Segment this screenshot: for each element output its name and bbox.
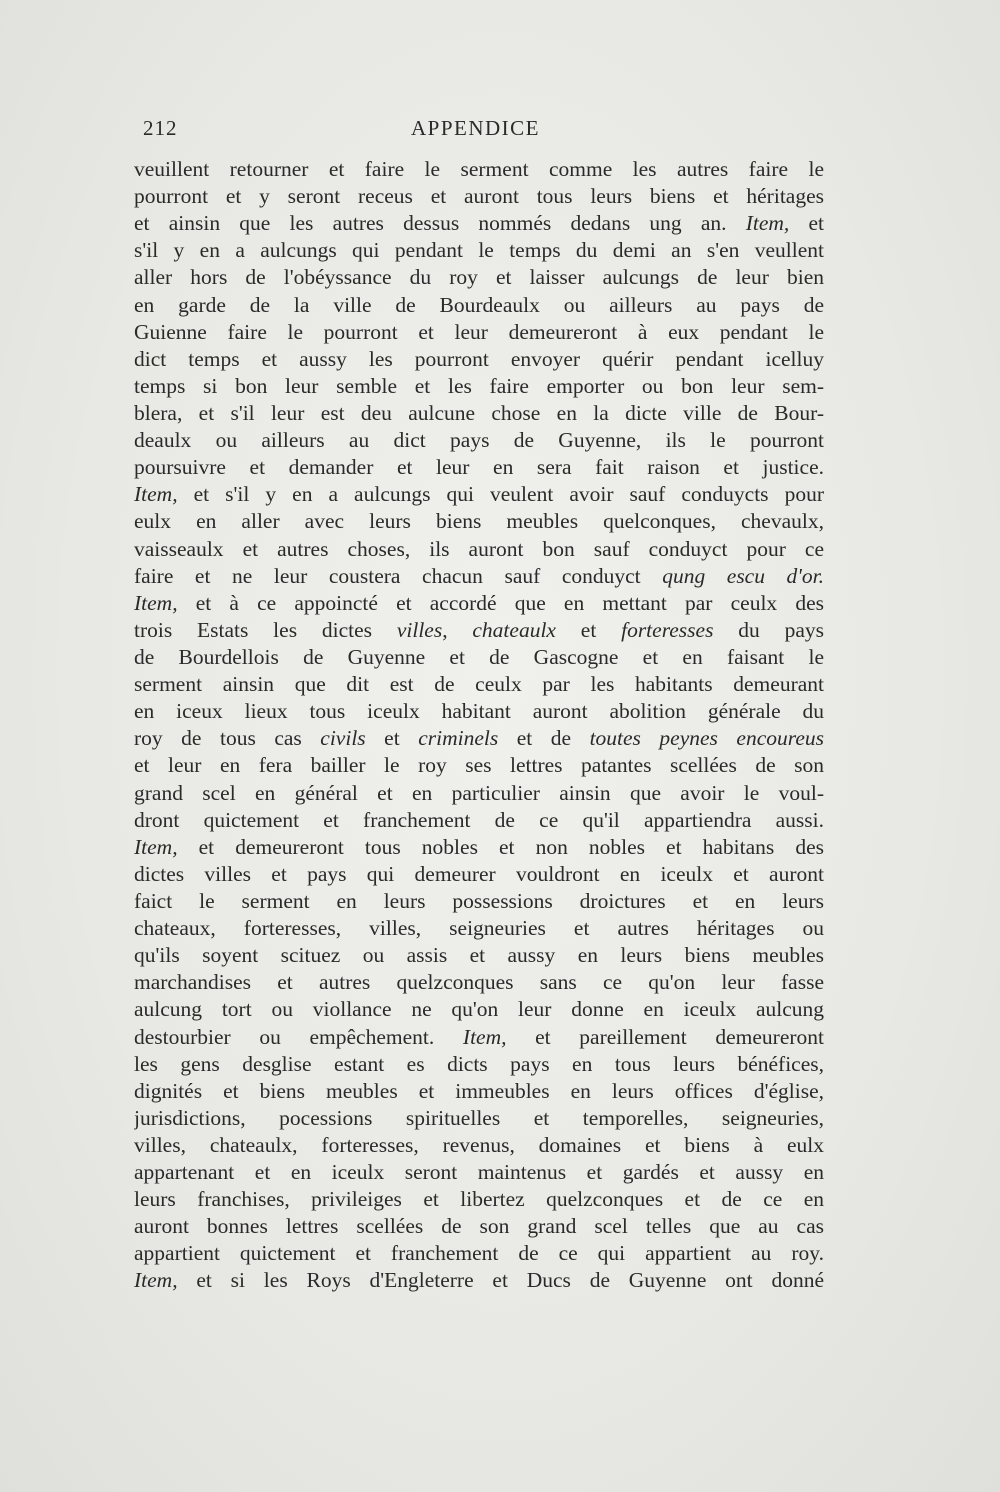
text-run: en garde de la ville de Bourdeaulx ou ailleurs au pays de [134, 292, 824, 317]
text-line [134, 427, 824, 454]
text-line [134, 807, 824, 834]
text-line [134, 1078, 824, 1105]
text-run: grand scel en général et en particulier ainsin que avoir le voul- [134, 780, 824, 805]
text-line [134, 1024, 824, 1051]
text-run: blera, et s'il leur est deu aulcune chose en la dicte ville de Bour- [134, 400, 824, 425]
text-line [134, 183, 824, 210]
text-run: s'il y en a aulcungs qui pendant le temps du demi an s'en veullent [134, 238, 824, 263]
text-line [134, 1132, 824, 1159]
italic-text: Item, [462, 1024, 507, 1049]
text-run: marchandises et autres quelzconques sans ce qu'on leur fasse [134, 970, 824, 995]
text-run: et leur en fera bailler le roy ses lettres patantes scellées de son [134, 753, 824, 778]
text-run: leurs franchises, privileiges et libertez quelzconques et de ce en [134, 1187, 824, 1212]
text-line [134, 292, 824, 319]
text-line [134, 671, 824, 698]
text-run: aulcung tort ou viollance ne qu'on leur donne en iceulx aulcung [134, 997, 824, 1022]
text-run: deaulx ou ailleurs au dict pays de Guyenne, ils le pourront [134, 428, 824, 453]
text-run: et s'il y en a aulcungs qui veulent avoir sauf conduycts pour [177, 482, 824, 507]
text-line [134, 590, 824, 617]
text-line [134, 942, 824, 969]
text-line [134, 644, 824, 671]
running-head [143, 116, 823, 146]
text-line [134, 969, 824, 996]
text-line [134, 1213, 824, 1240]
text-run: qu'ils soyent scituez ou assis et aussy en leurs biens meubles [134, 943, 824, 968]
italic-text: Item, [134, 590, 178, 615]
text-run: et de [498, 726, 590, 751]
text-run: appartenant et en iceulx seront maintenus et gardés et aussy en [134, 1160, 824, 1185]
text-run: veuillent retourner et faire le serment comme les autres faire le [134, 157, 824, 181]
italic-text: Item, [745, 211, 790, 236]
italic-text: Item, [134, 1268, 178, 1293]
text-run: et demeureront tous nobles et non nobles et habitans des [177, 834, 824, 859]
text-run: du pays [713, 617, 824, 642]
text-line [134, 996, 824, 1023]
text-line [134, 481, 824, 508]
text-line [134, 780, 824, 807]
italic-text: chateaulx [472, 617, 556, 642]
body-text [134, 156, 824, 1295]
text-run: jurisdictions, pocessions spirituelles et temporelles, seigneuries, [134, 1105, 824, 1130]
text-line [134, 1105, 824, 1132]
text-line [134, 1240, 824, 1267]
text-line [134, 210, 824, 237]
text-line [134, 1051, 824, 1078]
italic-text: civils [320, 726, 366, 751]
text-line [134, 834, 824, 861]
italic-text: qung escu d'or. [662, 563, 824, 588]
text-run: et pareillement demeureront [506, 1024, 824, 1049]
section-title: APPENDICE [411, 116, 541, 140]
text-line [134, 1186, 824, 1213]
text-run: faire et ne leur coustera chacun sauf conduyct [134, 563, 663, 588]
text-run: temps si bon leur semble et les faire emporter ou bon leur sem- [134, 373, 824, 398]
text-run: et [789, 211, 824, 236]
text-run: , [442, 617, 473, 642]
text-line [134, 536, 824, 563]
text-run: de Bourdellois de Guyenne et de Gascogne et en faisant le [134, 644, 824, 669]
text-line [134, 725, 824, 752]
text-run: faict le serment en leurs possessions droictures et en leurs [134, 888, 824, 913]
text-run: et [365, 726, 419, 751]
text-run: Guienne faire le pourront et leur demeureront à eux pendant le [134, 319, 824, 344]
text-run: villes, chateaulx, forteresses, revenus, domaines et biens à eulx [134, 1132, 824, 1157]
text-line [134, 508, 824, 535]
text-line [134, 373, 824, 400]
text-line [134, 861, 824, 888]
italic-text: Item, [134, 482, 178, 507]
text-line [134, 454, 824, 481]
text-run: aller hors de l'obéyssance du roy et laisser aulcungs de leur bien [134, 265, 824, 290]
text-run: appartient quictement et franchement de ce qui appartient au roy. [134, 1241, 824, 1266]
italic-text: forteresses [621, 617, 714, 642]
text-line [134, 1159, 824, 1186]
text-run: roy de tous cas [134, 726, 321, 751]
text-run: chateaux, forteresses, villes, seigneuries et autres héritages ou [134, 916, 824, 941]
page-number: 212 [143, 116, 178, 140]
italic-text: toutes peynes encoureus [589, 726, 824, 751]
text-line [134, 563, 824, 590]
text-line [134, 888, 824, 915]
text-line [134, 400, 824, 427]
text-run: les gens desglise estant es dicts pays en tous leurs bénéfices, [134, 1051, 824, 1076]
text-line [134, 319, 824, 346]
text-line [134, 237, 824, 264]
text-run: dictes villes et pays qui demeurer vouldront en iceulx et auront [134, 861, 824, 886]
text-line [134, 264, 824, 291]
text-run: dront quictement et franchement de ce qu'il appartiendra aussi. [134, 807, 824, 832]
text-run: pourront et y seront receus et auront tous leurs biens et héritages [134, 184, 824, 209]
italic-text: Item, [134, 834, 178, 859]
text-run: destourbier ou empêchement. [134, 1024, 463, 1049]
text-run: auront bonnes lettres scellées de son grand scel telles que au cas [134, 1214, 824, 1239]
text-run: serment ainsin que dit est de ceulx par les habitants demeurant [134, 672, 824, 697]
text-run: dignités et biens meubles et immeubles en leurs offices d'église, [134, 1078, 824, 1103]
text-line [134, 346, 824, 373]
text-run: eulx en aller avec leurs biens meubles quelconques, chevaulx, [134, 509, 824, 534]
text-line [134, 617, 824, 644]
text-line [134, 698, 824, 725]
text-run: en iceux lieux tous iceulx habitant auront abolition générale du [134, 699, 824, 724]
text-run: poursuivre et demander et leur en sera fait raison et justice. [134, 455, 824, 480]
text-run: dict temps et aussy les pourront envoyer quérir pendant icelluy [134, 346, 824, 371]
text-run: et [555, 617, 622, 642]
text-line [134, 915, 824, 942]
italic-text: criminels [418, 726, 499, 751]
text-line [134, 752, 824, 779]
text-run: vaisseaulx et autres choses, ils auront bon sauf conduyct pour ce [134, 536, 824, 561]
text-run: trois Estats les dictes [134, 617, 397, 642]
text-run: et si les Roys d'Engleterre et Ducs de Guyenne ont donné [177, 1268, 824, 1293]
text-line [134, 156, 824, 183]
text-run: et à ce appoincté et accordé que en mettant par ceulx des [177, 590, 824, 615]
text-line [134, 1267, 824, 1294]
text-run: et ainsin que les autres dessus nommés dedans ung an. [134, 211, 746, 236]
italic-text: villes [396, 617, 443, 642]
